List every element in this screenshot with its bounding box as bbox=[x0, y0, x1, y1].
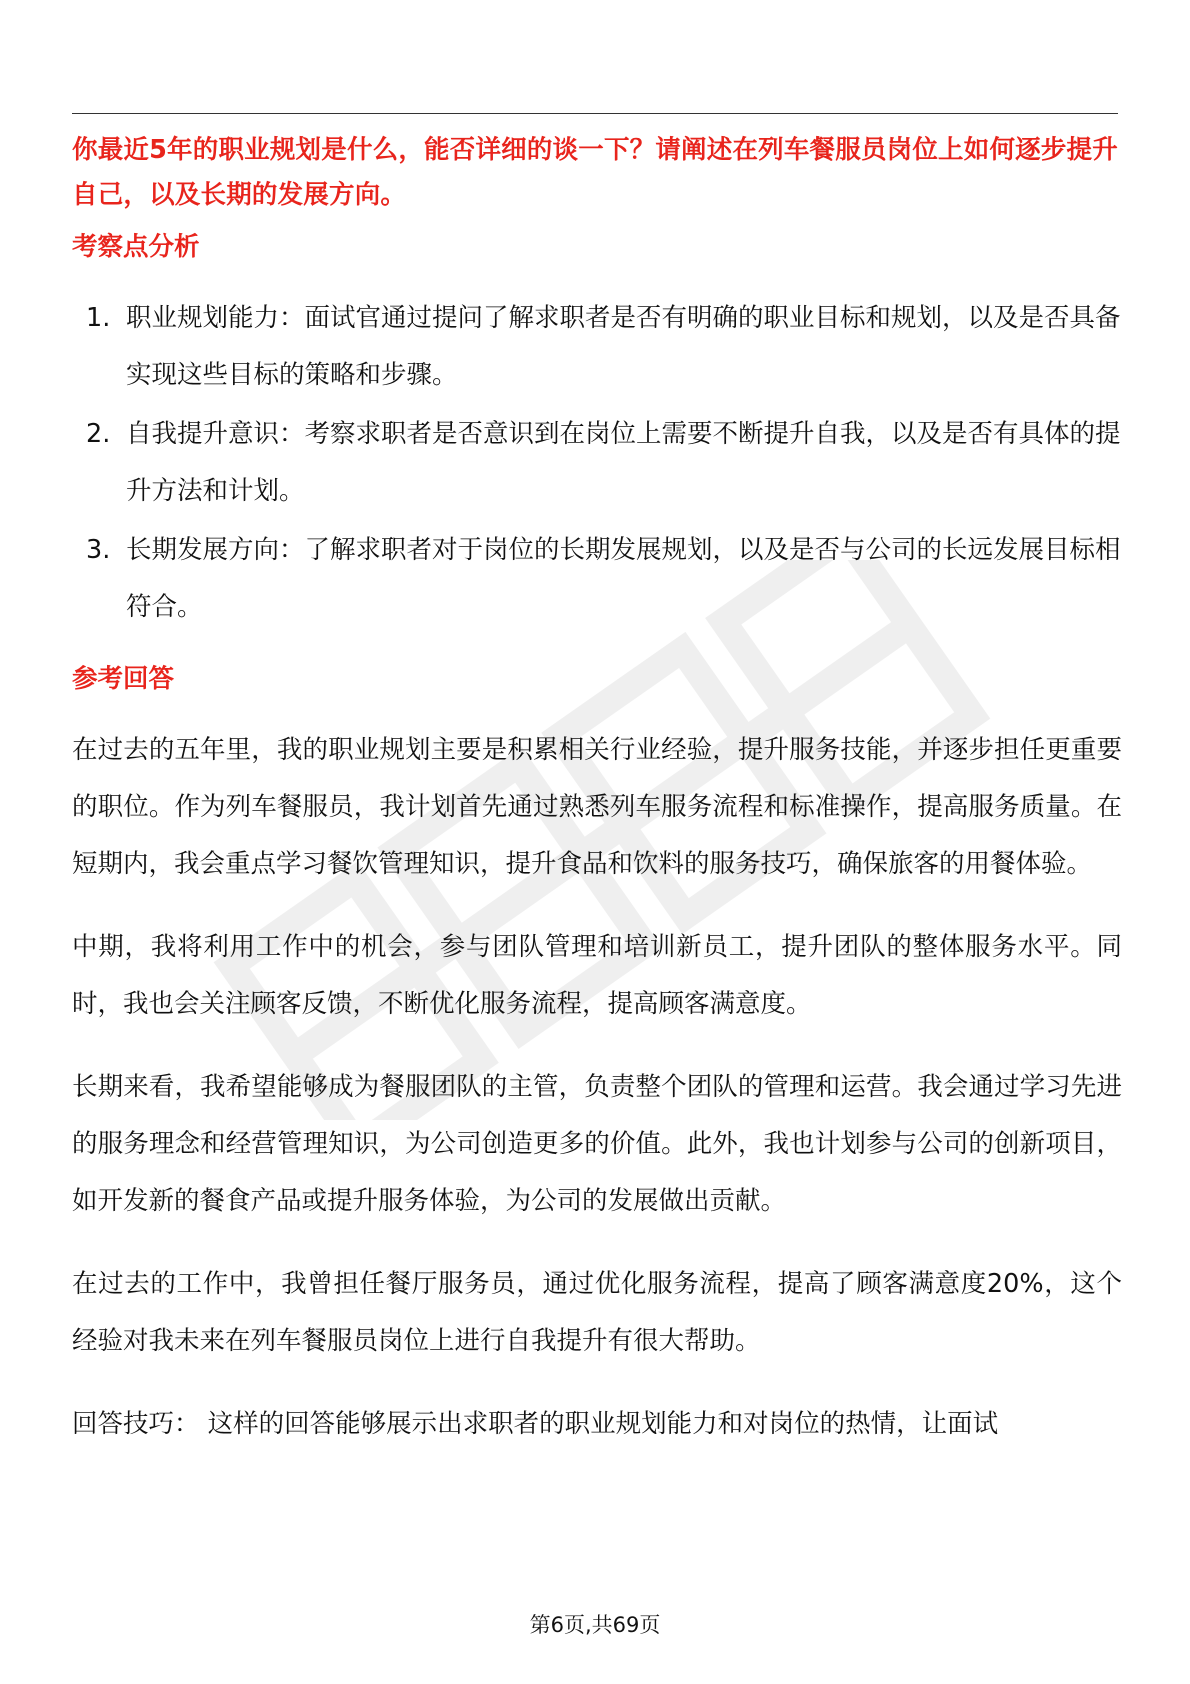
answer-paragraph: 在过去的工作中，我曾担任餐厅服务员，通过优化服务流程，提高了顾客满意度20%，这个经验对我未来在列车餐服员岗位上进行自我提升有很大帮助。 bbox=[72, 1269, 1122, 1356]
answer-heading: 参考回答 bbox=[72, 664, 175, 694]
question-text: 你最近5年的职业规划是什么，能否详细的谈一下？请阐述在列车餐服员岗位上如何逐步提升自己，以及长期的发展方向。 bbox=[72, 135, 1118, 210]
main-content bbox=[72, 128, 1122, 1453]
page-number: 第6页,共69页 bbox=[529, 1613, 661, 1637]
list-item-number: 2. bbox=[86, 419, 111, 449]
answer-paragraph: 中期，我将利用工作中的机会，参与团队管理和培训新员工，提升团队的整体服务水平。同时，我也会关注顾客反馈，不断优化服务流程，提高顾客满意度。 bbox=[72, 932, 1122, 1019]
analysis-heading: 考察点分析 bbox=[72, 232, 200, 262]
list-item-text: 长期发展方向：了解求职者对于岗位的长期发展规划，以及是否与公司的长远发展目标相符合。 bbox=[126, 535, 1121, 622]
list-item bbox=[72, 290, 1122, 404]
answer-tips: 回答技巧： 这样的回答能够展示出求职者的职业规划能力和对岗位的热情，让面试 bbox=[72, 1409, 999, 1439]
answer-paragraph: 在过去的五年里，我的职业规划主要是积累相关行业经验，提升服务技能，并逐步担任更重要的职位。作为列车餐服员，我计划首先通过熟悉列车服务流程和标准操作，提高服务质量。在短期内，我会重点学习餐饮管理知识，提升食品和饮料的服务技巧，确保旅客的用餐体验。 bbox=[72, 735, 1122, 879]
list-item-number: 1. bbox=[86, 303, 111, 333]
answer-paragraph: 长期来看，我希望能够成为餐服团队的主管，负责整个团队的管理和运营。我会通过学习先进的服务理念和经营管理知识，为公司创造更多的价值。此外，我也计划参与公司的创新项目，如开发新的餐食产品或提升服务体验，为公司的发展做出贡献。 bbox=[72, 1072, 1122, 1216]
list-item bbox=[72, 522, 1122, 636]
list-item-text: 职业规划能力：面试官通过提问了解求职者是否有明确的职业目标和规划，以及是否具备实现这些目标的策略和步骤。 bbox=[126, 303, 1121, 390]
analysis-list bbox=[72, 290, 1122, 636]
list-item bbox=[72, 406, 1122, 520]
list-item-number: 3. bbox=[86, 535, 111, 565]
top-divider bbox=[72, 113, 1118, 114]
list-item-text: 自我提升意识：考察求职者是否意识到在岗位上需要不断提升自我，以及是否有具体的提升方法和计划。 bbox=[126, 419, 1121, 506]
